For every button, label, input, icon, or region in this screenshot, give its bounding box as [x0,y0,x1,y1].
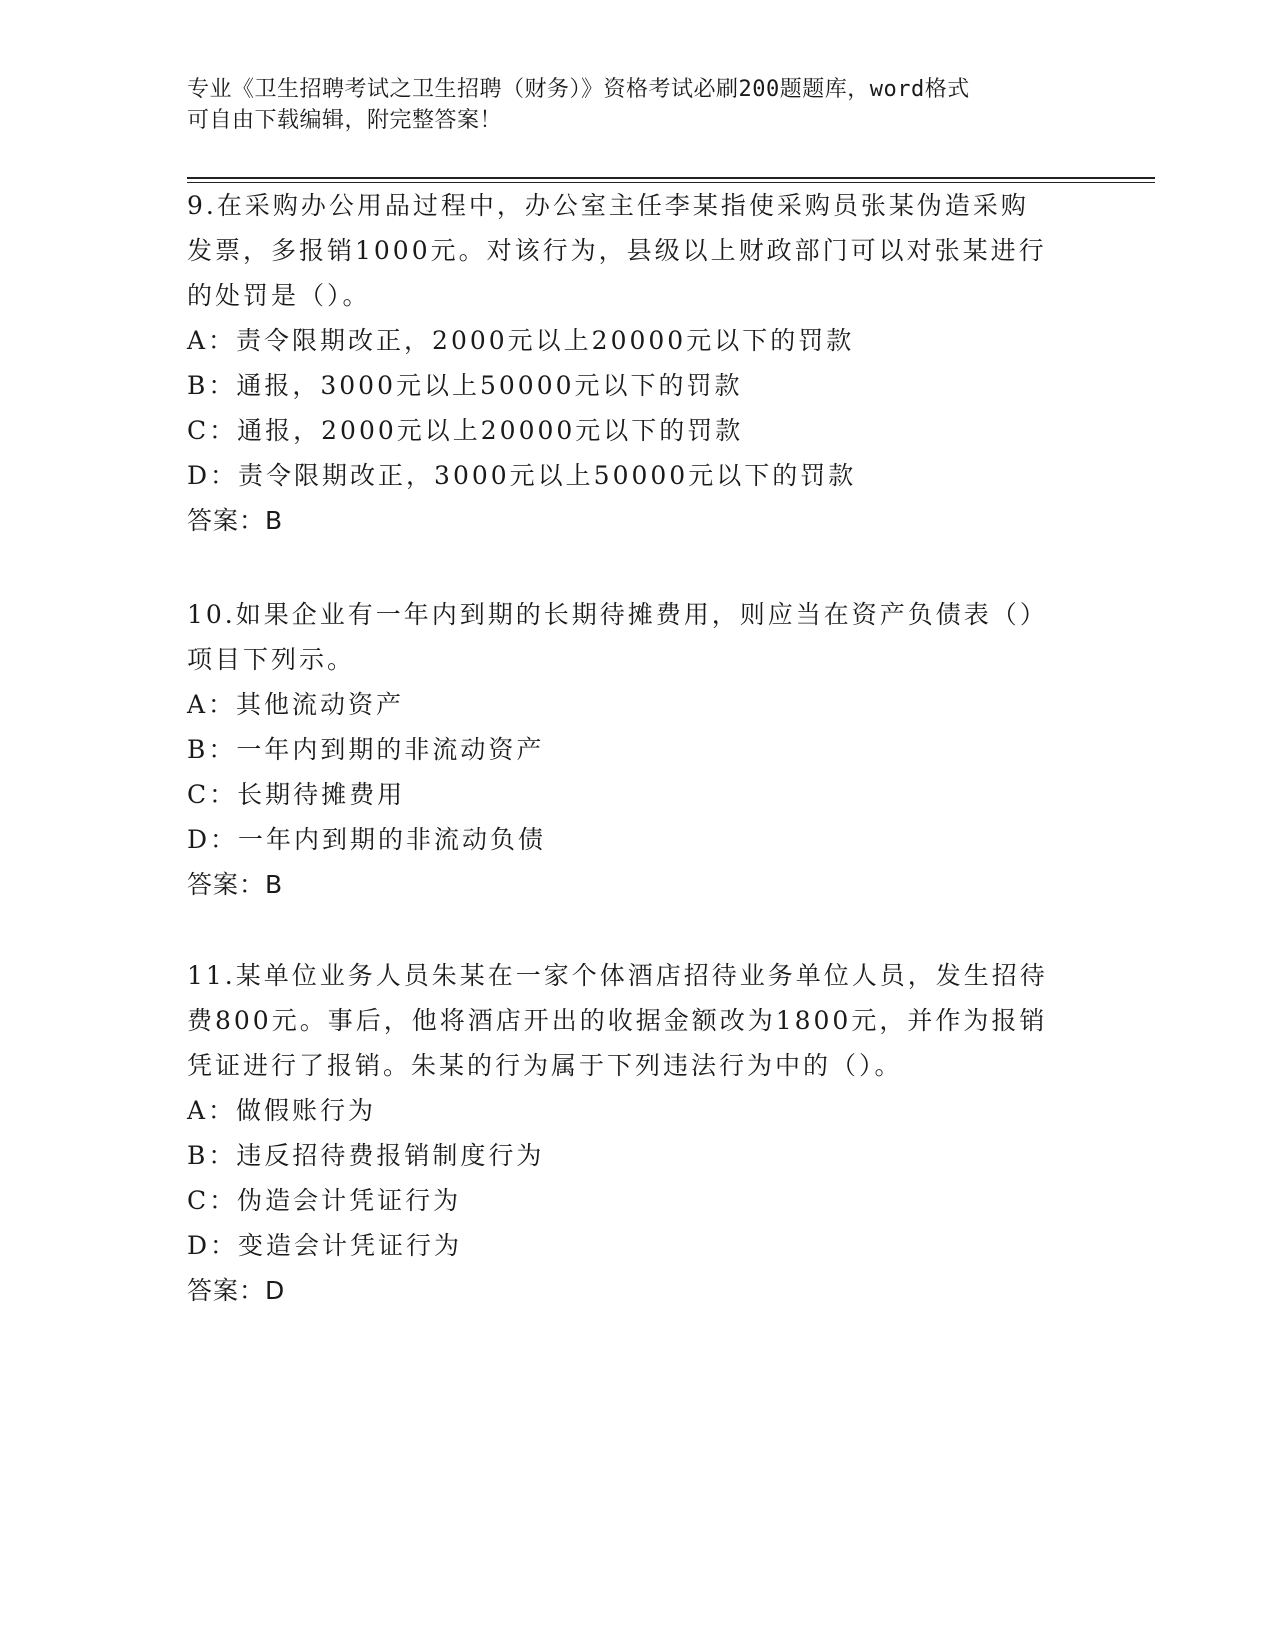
question-text-line: 项目下列示。 [187,645,356,674]
answer-line: 答案：B [187,870,284,899]
question-text-line: 发票，多报销1000元。对该行为，县级以上财政部门可以对张某进行 [187,236,1047,265]
option-c: C：通报，2000元以上20000元以下的罚款 [187,416,744,445]
answer-line: 答案：D [187,1276,286,1305]
option-c: C：伪造会计凭证行为 [187,1186,462,1215]
option-b: B：一年内到期的非流动资产 [187,735,545,764]
question-11 [187,953,1087,1313]
header-line-1: 专业《卫生招聘考试之卫生招聘（财务）》资格考试必刷200题题库，word格式 [187,77,970,102]
option-a: A：责令限期改正，2000元以上20000元以下的罚款 [187,326,855,355]
option-d: D：责令限期改正，3000元以上50000元以下的罚款 [187,461,857,490]
option-d: D：一年内到期的非流动负债 [187,825,547,854]
document-header [187,74,1087,136]
header-line-2: 可自由下载编辑，附完整答案！ [187,108,503,133]
header-divider-thick [187,177,1155,179]
question-text-line: 10.如果企业有一年内到期的长期待摊费用，则应当在资产负债表（） [187,600,1048,629]
option-d: D：变造会计凭证行为 [187,1231,463,1260]
question-10 [187,592,1087,907]
option-b: B：通报，3000元以上50000元以下的罚款 [187,371,743,400]
option-a: A：其他流动资产 [187,690,405,719]
question-9 [187,183,1087,543]
question-text-line: 9.在采购办公用品过程中，办公室主任李某指使采购员张某伪造采购 [187,191,1029,220]
question-text-line: 的处罚是（）。 [187,281,371,310]
option-a: A：做假账行为 [187,1096,377,1125]
question-text-line: 11.某单位业务人员朱某在一家个体酒店招待业务单位人员，发生招待 [187,961,1048,990]
option-c: C：长期待摊费用 [187,780,406,809]
answer-line: 答案：B [187,506,284,535]
option-b: B：违反招待费报销制度行为 [187,1141,545,1170]
question-text-line: 费800元。事后，他将酒店开出的收据金额改为1800元，并作为报销 [187,1006,1048,1035]
question-text-line: 凭证进行了报销。朱某的行为属于下列违法行为中的（）。 [187,1051,903,1080]
